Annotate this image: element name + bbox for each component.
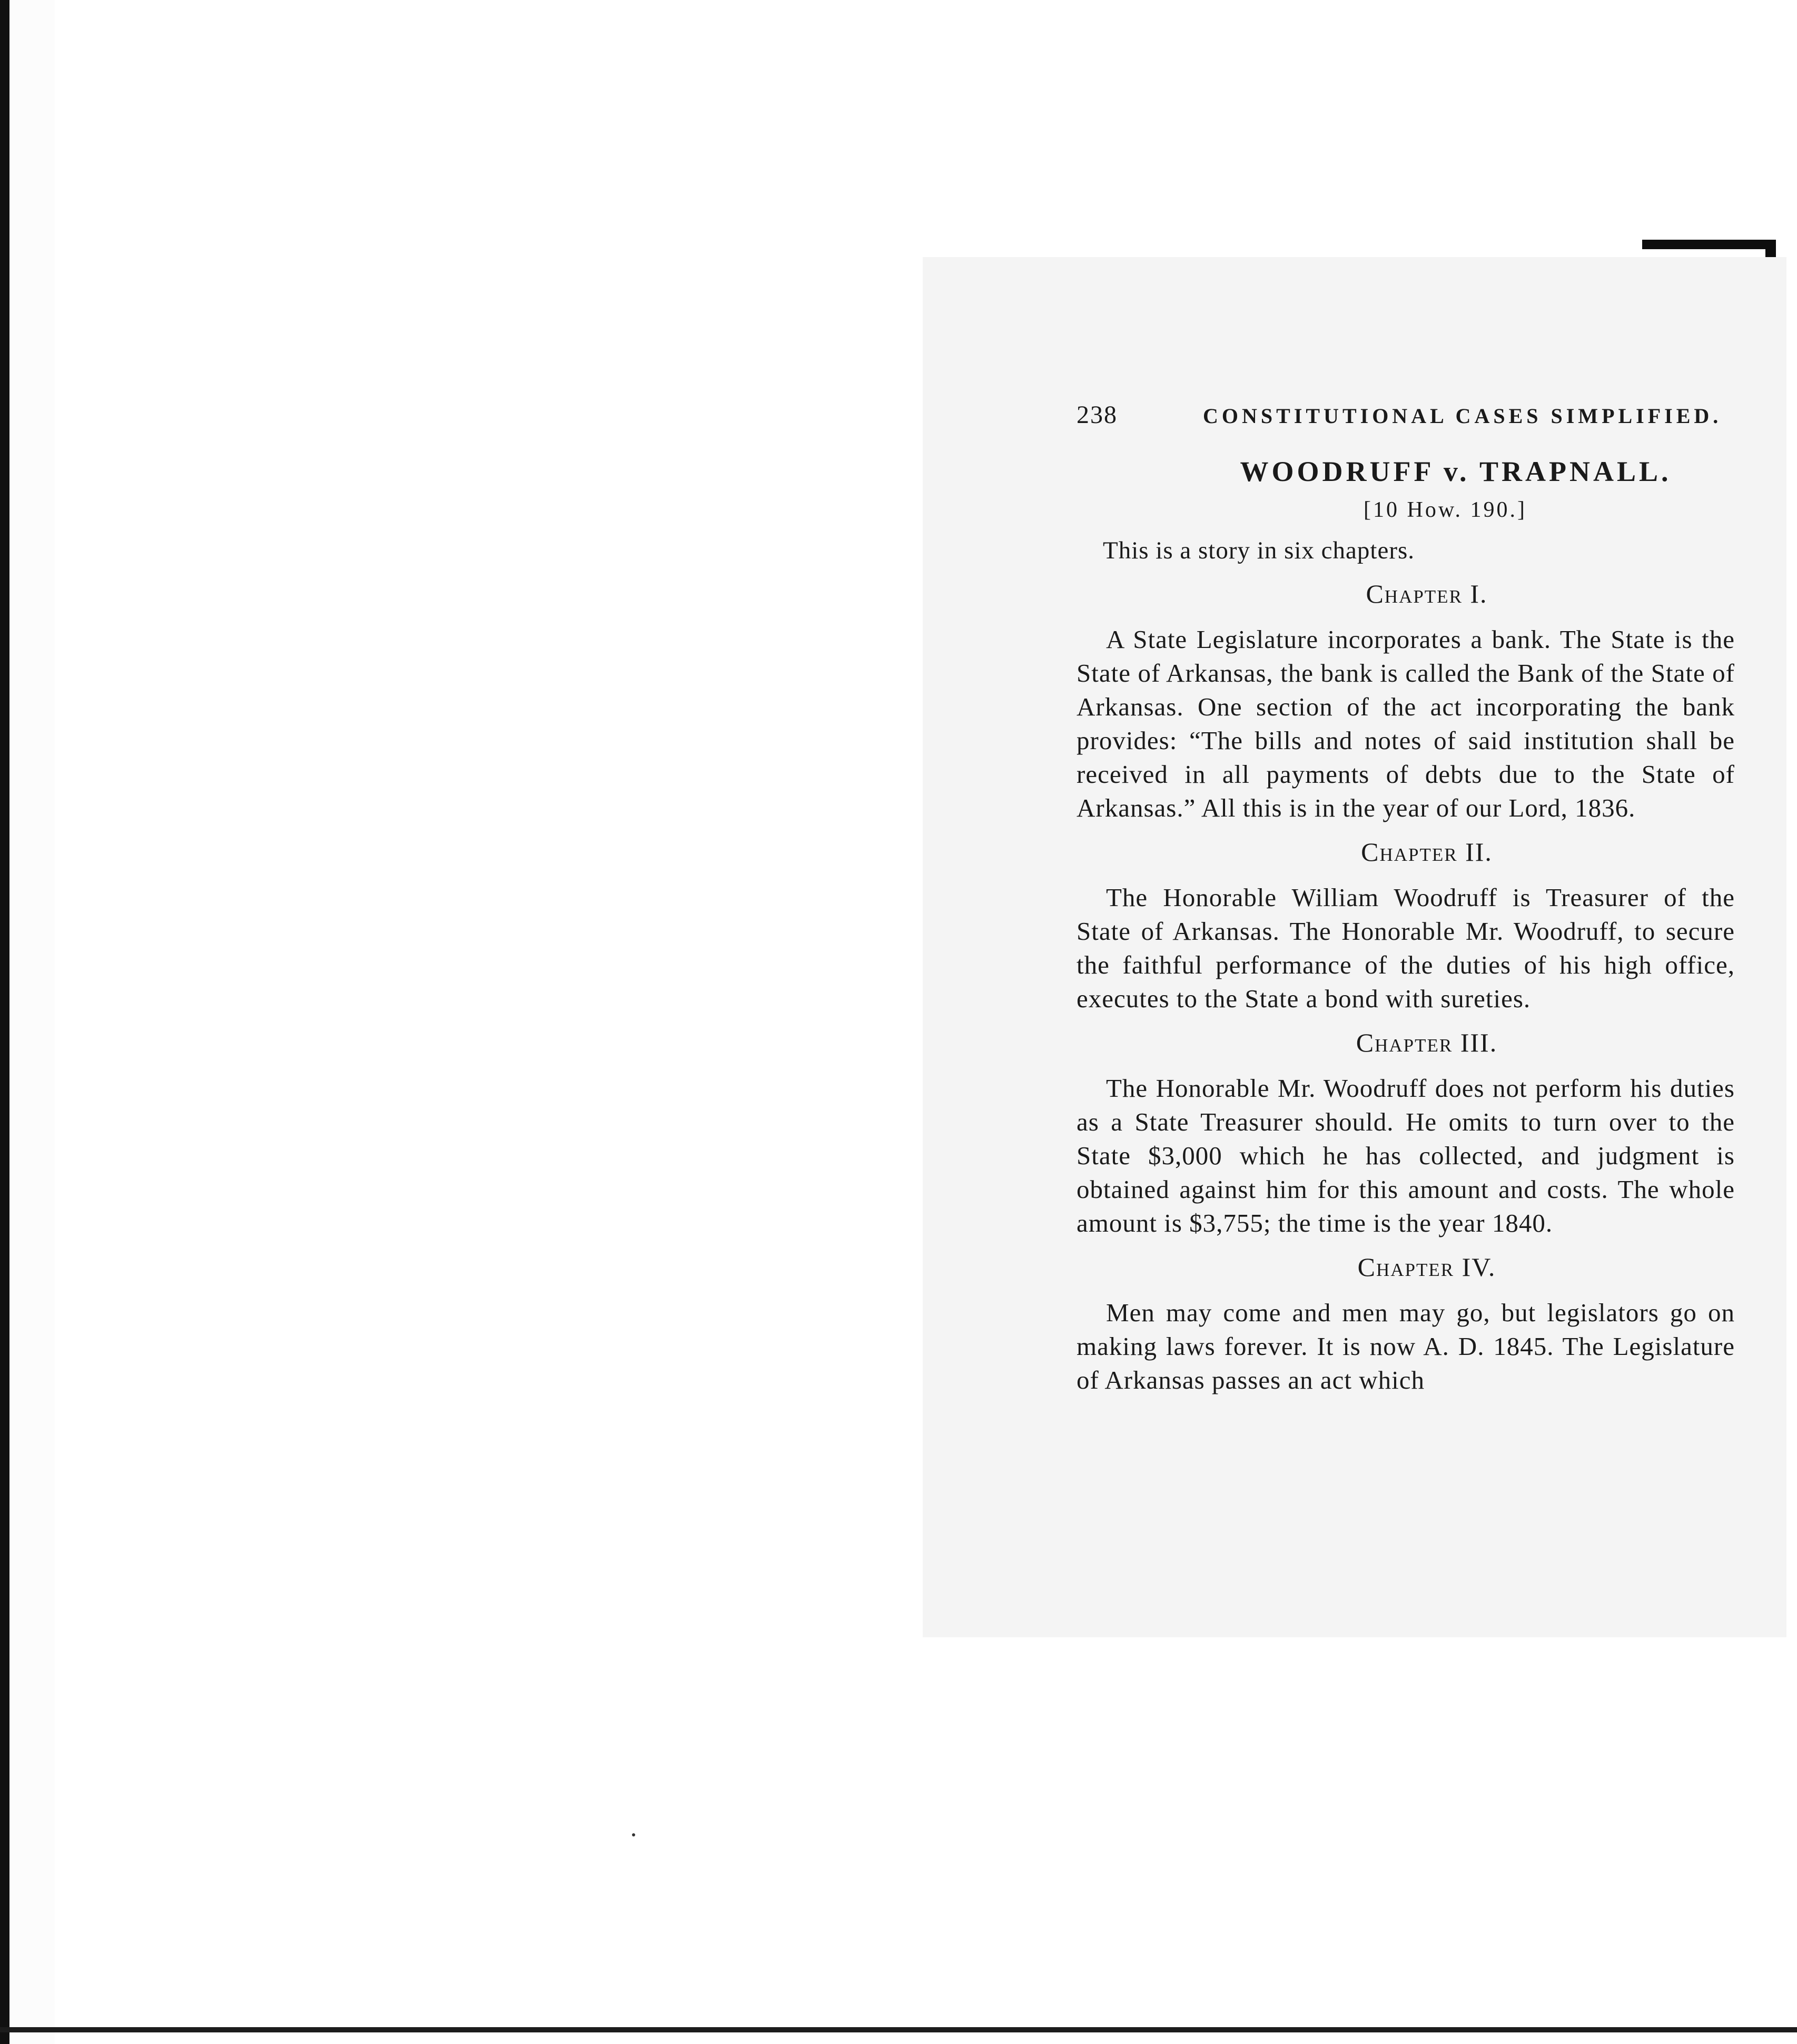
scan-left-edge — [0, 0, 55, 2044]
page-number: 238 — [1077, 401, 1118, 429]
chapter-text-3: The Honorable Mr. Woodruff does not perform his duties as a State Treasurer should. He omits to turn over to the State $3,000 which he has collected, and judgment is obtained against him for this amount and costs. The whole amount is $3,755; the time is the year 1840. — [1077, 1074, 1735, 1237]
scan-speck — [632, 1833, 635, 1836]
text-column — [1077, 400, 1735, 1409]
chapter-text-4: Men may come and men may go, but legislators go on making laws forever. It is now A. D. 1845. The Legislature of Arkansas passes an act which — [1077, 1298, 1735, 1394]
running-title: CONSTITUTIONAL CASES SIMPLIFIED. — [1203, 404, 1722, 428]
chapter-heading-3: Chapter III. — [1356, 1028, 1498, 1057]
intro-paragraph: This is a story in six chapters. — [1103, 537, 1415, 564]
chapter-text-1: A State Legislature incorporates a bank. The State is the State of Arkansas, the bank is called the Bank of the State of Arkansas. One section of the act incorporating the bank provides: “The bills and notes of said institution shall be received in all payments of debts due to the State of Arkansas.” All this is in the year of our Lord, 1836. — [1077, 625, 1735, 822]
book-page — [923, 257, 1786, 1637]
chapter-text-2: The Honorable William Woodruff is Treasurer of the State of Arkansas. The Honorable Mr. Woodruff, to secure the faithful performance of the duties of his high office, executes to the State a bond with sureties. — [1077, 883, 1735, 1013]
case-citation: [10 How. 190.] — [1364, 498, 1527, 522]
chapter-heading-2: Chapter II. — [1361, 837, 1493, 867]
case-title: WOODRUFF v. TRAPNALL. — [1240, 456, 1672, 487]
chapter-heading-4: Chapter IV. — [1357, 1252, 1496, 1282]
running-head — [1077, 400, 1735, 443]
scan-bottom-edge — [0, 2027, 1797, 2032]
chapter-heading-1: Chapter I. — [1366, 579, 1488, 608]
